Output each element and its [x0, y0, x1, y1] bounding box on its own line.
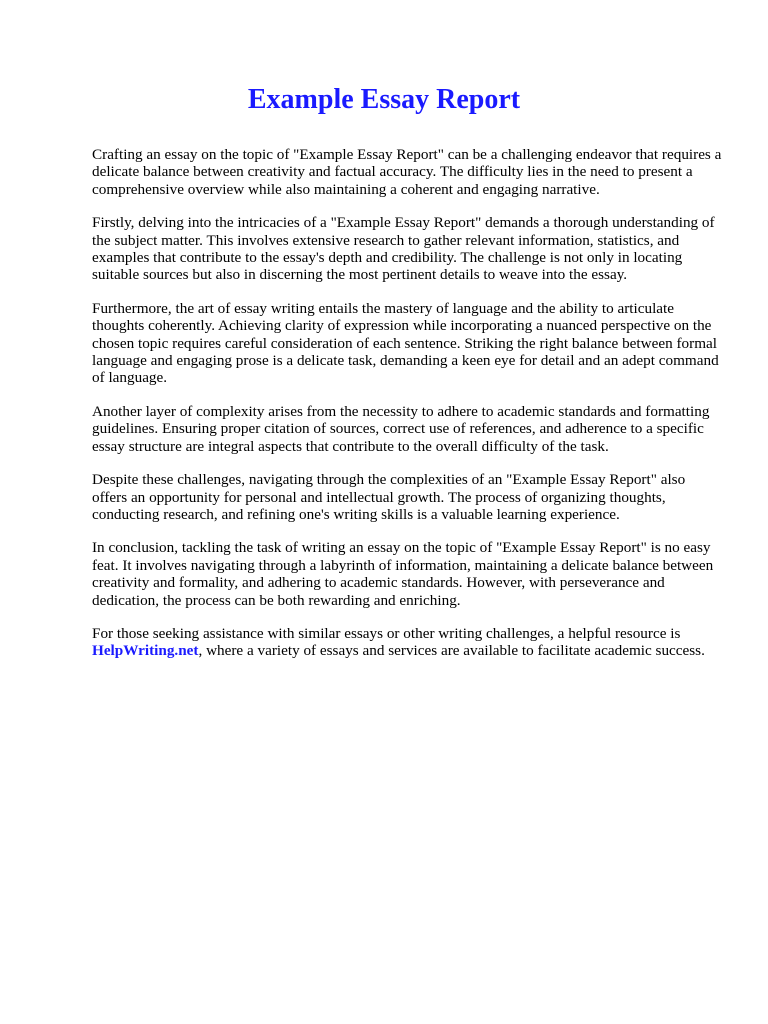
document-title-text: Example Essay Report — [247, 84, 521, 115]
paragraph-language: Furthermore, the art of essay writing entails the mastery of language and the ability to articulate thoughts coherently. Achieving clarity of expression while incorporating a nuanced perspective on the chosen topic requires careful consideration of each sentence. Striking the right balance between formal language and engaging prose is a delicate task, demanding a keen eye for detail and an adept command of language. — [92, 299, 719, 387]
closing-text-before: For those seeking assistance with similar essays or other writing challenges, a helpful resource is — [92, 624, 681, 642]
paragraph-growth: Despite these challenges, navigating through the complexities of an "Example Essay Report" also offers an opportunity for personal and intellectual growth. The process of organizing thoughts, conducting research, and refining one's writing skills is a valuable learning experience. — [92, 471, 686, 523]
document-title — [48, 84, 720, 116]
paragraph-conclusion: In conclusion, tackling the task of writing an essay on the topic of "Example Essay Report" is no easy feat. It involves navigating through a labyrinth of information, maintaining a delicate balance between creativity and formality, and adhering to academic standards. However, with perseverance and dedication, the process can be both rewarding and enriching. — [92, 539, 714, 609]
paragraph-standards: Another layer of complexity arises from the necessity to adhere to academic standards and formatting guidelines. Ensuring proper citation of sources, correct use of references, and adherence to a specific essay structure are integral aspects that contribute to the overall difficulty of the task. — [92, 402, 710, 455]
paragraph-closing — [92, 625, 722, 660]
helpwriting-link[interactable]: HelpWriting.net — [92, 642, 199, 660]
paragraph-research: Firstly, delving into the intricacies of a "Example Essay Report" demands a thorough understanding of the subject matter. This involves extensive research to gather relevant information, statistics, and examples that contribute to the essay's depth and credibility. The challenge is not only in locating suitable sources but also in discerning the most pertinent details to weave into the essay. — [92, 214, 715, 284]
closing-text-after: , where a variety of essays and services are available to facilitate academic success. — [198, 642, 705, 660]
paragraph-intro: Crafting an essay on the topic of "Example Essay Report" can be a challenging endeavor that requires a delicate balance between creativity and factual accuracy. The difficulty lies in the need to present a comprehensive overview while also maintaining a coherent and engaging narrative. — [92, 146, 722, 198]
document-body — [92, 146, 722, 660]
